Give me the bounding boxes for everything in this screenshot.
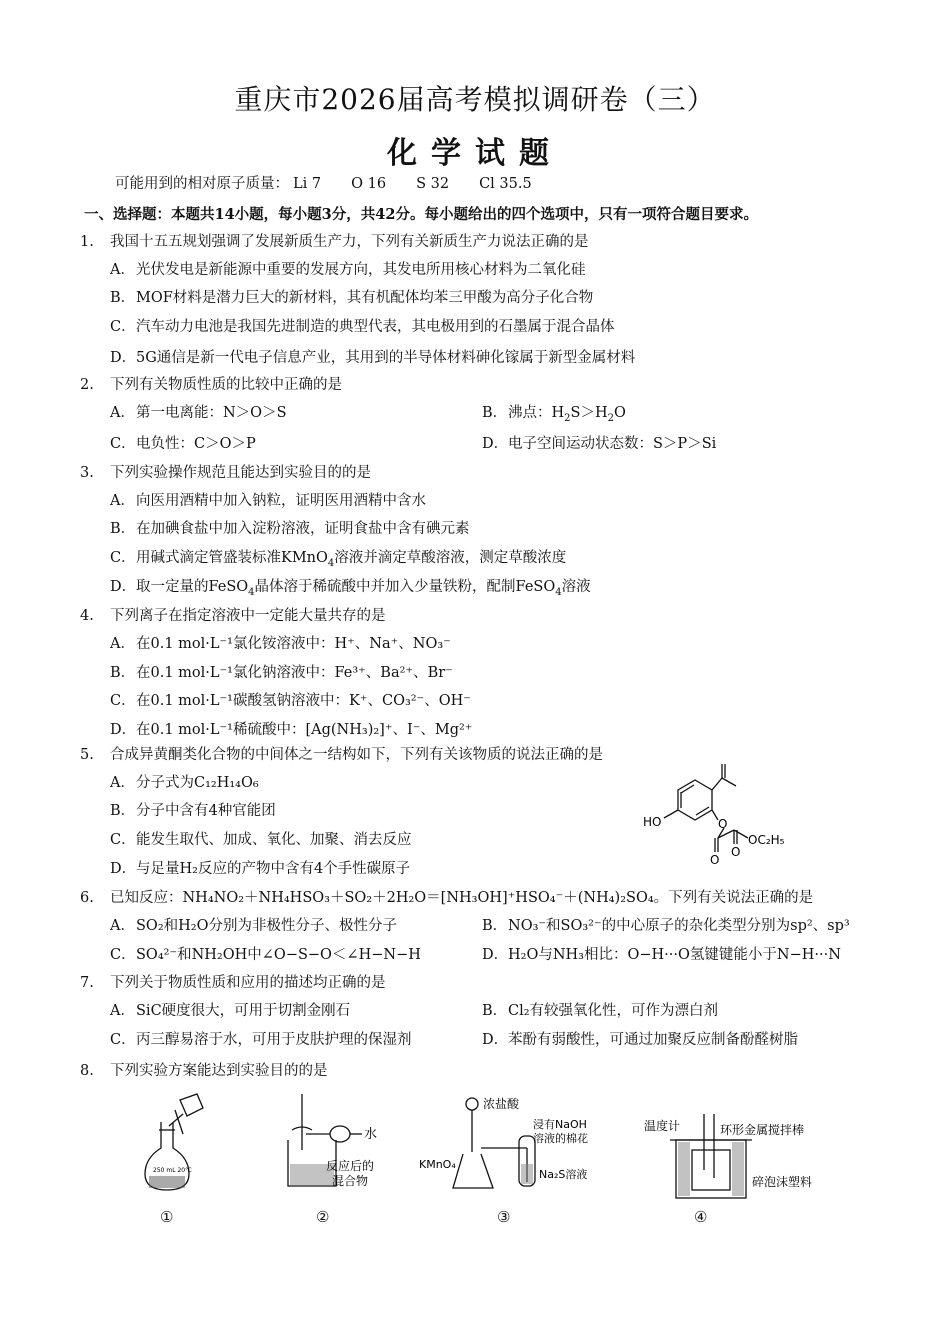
option-letter: B． [482,918,508,934]
option-letter: A． [110,493,135,509]
option-letter: B． [110,290,136,306]
option-letter: D． [110,350,137,366]
na2s-label: Na₂S溶液 [539,1168,588,1181]
stirrer-label: 环形金属搅拌棒 [720,1123,805,1137]
question-stem: 已知反应：NH₄NO₂＋NH₄HSO₃＋SO₂＋2H₂O＝[NH₃OH]⁺HSO₄⁻＋(NH₄)₂SO₄。下列有关说法正确的是 [110,890,814,906]
option-text: 5G通信是新一代电子信息产业，其用到的半导体材料砷化镓属于新型金属材料 [136,350,636,366]
q3-option-a [110,489,426,510]
option-letter: C． [110,693,136,709]
option-text: 向医用酒精中加入钠粒，证明医用酒精中含水 [136,493,426,509]
q6-option-b [482,914,850,935]
atomic-li: Li 7 [293,176,322,192]
option-text-mid: S＞H [570,405,608,421]
option-letter: C． [110,1032,136,1048]
question-number: 5. [80,747,94,763]
q1-option-a [110,258,586,279]
option-letter: D． [110,722,137,738]
option-text: 丙三醇易溶于水，可用于皮肤护理的保湿剂 [136,1032,412,1048]
option-text: 电子空间运动状态数：S＞P＞Si [508,436,717,452]
option-text: SO₄²⁻和NH₂OH中∠O−S−O＜∠H−N−H [136,947,421,963]
option-text-post: 溶液并滴定草酸溶液，测定草酸浓度 [334,550,567,566]
question-stem: 下列关于物质性质和应用的描述均正确的是 [110,975,386,991]
option-letter: D． [482,947,509,963]
question-4 [80,604,386,625]
q6-option-d [482,943,841,964]
option-text-pre: 沸点：H [508,405,565,421]
option-text: NO₃⁻和SO₃²⁻的中心原子的杂化类型分别为sp²、sp³ [508,918,850,934]
option-text: 在0.1 mol·L⁻¹稀硫酸中：[Ag(NH₃)₂]⁺、I⁻、Mg²⁺ [136,722,473,738]
option-text-post: 溶液 [561,579,591,595]
question-2 [80,373,342,394]
structure-oet: OC₂H₅ [748,833,785,847]
question-number: 8. [80,1063,94,1079]
atomic-label: 可能用到的相对原子质量： [115,176,289,192]
q1-option-d [110,346,635,367]
q5-option-b [110,799,276,820]
q5-option-d [110,857,410,878]
q6-option-c [110,943,421,964]
option-text: H₂O与NH₃相比：O−H···O氢键键能小于N−H···N [508,947,841,963]
option-letter: C． [110,550,136,566]
structure-ho: HO [643,815,662,829]
option-letter: A． [110,262,135,278]
q2-option-c [110,432,256,453]
option-text: 苯酚有弱酸性，可通过加聚反应制备酚醛树脂 [508,1032,798,1048]
question-number: 7. [80,975,94,991]
figure-3-apparatus [415,1092,600,1200]
question-stem: 下列实验操作规范且能达到实验目的的是 [110,465,371,481]
question-number: 2. [80,377,94,393]
question-3 [80,461,371,482]
structure-o-bottom: O [710,853,720,867]
q7-option-d [482,1028,798,1049]
foam-label: 碎泡沫塑料 [752,1175,813,1189]
q2-option-a [110,401,287,422]
option-letter: A． [110,775,135,791]
figure-2-label: ② [316,1208,330,1226]
option-letter: B． [482,1003,508,1019]
option-text: MOF材料是潜力巨大的新材料，其有机配体均苯三甲酸为高分子化合物 [136,290,594,306]
q4-option-a [110,632,451,653]
option-letter: A． [110,636,135,652]
option-text: 在0.1 mol·L⁻¹氯化铵溶液中：H⁺、Na⁺、NO₃⁻ [136,636,451,652]
q1-option-b [110,286,593,307]
option-text-pre: 取一定量的FeSO [136,579,249,595]
question-number: 1. [80,234,94,250]
question-number: 4. [80,608,94,624]
option-text: 分子中含有4种官能团 [136,803,276,819]
option-letter: C． [110,319,136,335]
question-stem: 合成异黄酮类化合物的中间体之一结构如下，下列有关该物质的说法正确的是 [110,747,603,763]
q2-option-b: B．沸点：$H_2S>H_2O$ [482,401,626,424]
option-letter: B． [110,521,136,537]
water-label: 水 [364,1127,378,1142]
page-subtitle: 化学试题 [387,136,563,171]
option-text: 在0.1 mol·L⁻¹碳酸氢钠溶液中：K⁺、CO₃²⁻、OH⁻ [136,693,471,709]
option-letter: C． [110,832,136,848]
q5-option-c [110,828,412,849]
question-8 [80,1059,328,1080]
q7-option-a [110,999,350,1020]
thermometer-label: 温度计 [644,1119,681,1133]
atomic-cl: Cl 35.5 [479,176,532,192]
atomic-s: S 32 [416,176,450,192]
figure-4-label: ④ [694,1208,708,1226]
option-text: 电负性：C＞O＞P [136,436,256,452]
option-text: 在0.1 mol·L⁻¹氯化钠溶液中：Fe³⁺、Ba²⁺、Br⁻ [136,665,453,681]
option-text: 在加碘食盐中加入淀粉溶液，证明食盐中含有碘元素 [136,521,470,537]
q2-option-d [482,432,716,453]
question-stem: 下列实验方案能达到实验目的的是 [110,1063,328,1079]
figure-4-calorimeter [640,1110,820,1205]
option-text: Cl₂有较强氧化性，可作为漂白剂 [508,1003,719,1019]
question-stem: 下列离子在指定溶液中一定能大量共存的是 [110,608,386,624]
option-letter: A． [110,918,135,934]
q6-option-a [110,914,397,935]
option-text-pre: 用碱式滴定管盛装标准KMnO [136,550,328,566]
option-text: 光伏发电是新能源中重要的发展方向，其发电所用核心材料为二氧化硅 [136,262,586,278]
q7-option-b [482,999,718,1020]
naoh-label-1: 浸有NaOH [533,1118,587,1131]
molecule-structure [640,760,800,870]
naoh-label-2: 溶液的棉花 [533,1132,588,1145]
option-text: SiC硬度很大，可用于切割金刚石 [136,1003,351,1019]
hcl-label: 浓盐酸 [483,1097,520,1111]
q1-option-c [110,315,615,336]
q7-option-c [110,1028,412,1049]
option-letter: D． [110,861,137,877]
q5-option-a [110,771,259,792]
atomic-o: O 16 [351,176,387,192]
question-number: 6. [80,890,94,906]
q4-option-d [110,718,472,739]
mixture-label-1: 反应后的 [326,1159,375,1173]
question-5 [80,743,603,764]
page-title: 重庆市2026届高考模拟调研卷（三） [234,83,716,116]
option-text-post: O [614,405,626,421]
option-letter: D． [482,1032,509,1048]
option-text: 汽车动力电池是我国先进制造的典型代表，其电极用到的石墨属于混合晶体 [136,319,615,335]
q4-option-b [110,661,453,682]
atomic-masses [115,172,562,193]
figure-3-label: ③ [497,1208,511,1226]
option-letter: B． [110,803,136,819]
figure-1-label: ① [160,1208,174,1226]
q3-option-b [110,517,470,538]
option-text: 能发生取代、加成、氧化、加聚、消去反应 [136,832,412,848]
figure-1-volumetric-flask [135,1090,215,1200]
flask-label: 250 mL 20℃ [153,1167,192,1174]
q3-option-c: C．用碱式滴定管盛装标准KMnO$_4$溶液并滴定草酸溶液，测定草酸浓度 [110,546,566,569]
option-letter: C． [110,436,136,452]
structure-o: O [718,817,728,831]
structure-o-bottom2: O [731,845,741,859]
figure-2-apparatus [280,1090,400,1200]
option-text-mid: 晶体溶于稀硫酸中并加入少量铁粉，配制FeSO [254,579,556,595]
option-text: 分子式为C₁₂H₁₄O₆ [136,775,259,791]
question-number: 3. [80,465,94,481]
kmno4-label: KMnO₄ [419,1158,456,1171]
mixture-label-2: 混合物 [332,1174,369,1188]
question-stem: 我国十五五规划强调了发展新质生产力，下列有关新质生产力说法正确的是 [110,234,589,250]
option-letter: B． [482,405,508,421]
question-stem: 下列有关物质性质的比较中正确的是 [110,377,342,393]
option-text: 与足量H₂反应的产物中含有4个手性碳原子 [136,861,411,877]
option-letter: A． [110,1003,135,1019]
question-7 [80,971,386,992]
q4-option-c [110,689,471,710]
option-text: 第一电离能：N＞O＞S [136,405,287,421]
option-letter: B． [110,665,136,681]
question-1 [80,230,589,251]
option-text: SO₂和H₂O分别为非极性分子、极性分子 [136,918,397,934]
option-letter: D． [110,579,137,595]
option-letter: C． [110,947,136,963]
section-heading: 一、选择题：本题共14小题，每小题3分，共42分。每小题给出的四个选项中，只有一项符合题目要求。 [84,206,758,223]
q3-option-d: D．取一定量的FeSO$_4$晶体溶于稀硫酸中并加入少量铁粉，配制FeSO$_4$溶液 [110,575,591,598]
option-letter: A． [110,405,135,421]
option-letter: D． [482,436,509,452]
question-6 [80,886,813,907]
